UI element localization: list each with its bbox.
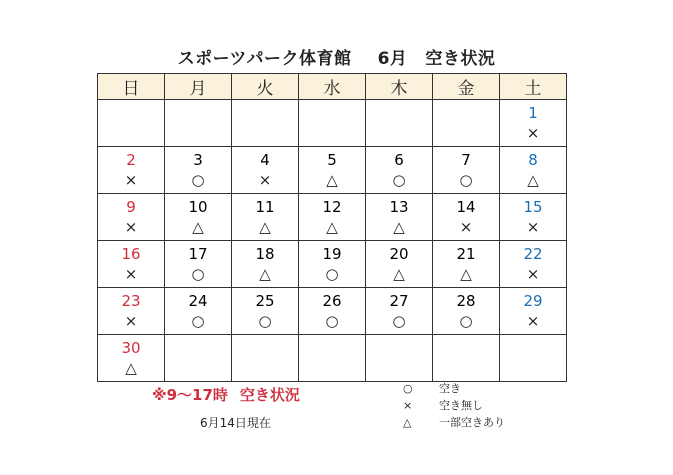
availability-mark: △ — [259, 218, 271, 236]
availability-mark: △ — [527, 171, 539, 189]
weekday-sun: 日 — [98, 74, 165, 100]
calendar-day-cell — [165, 241, 232, 288]
facility-name: スポーツパーク体育館 — [177, 49, 352, 69]
availability-mark: × — [124, 265, 138, 283]
calendar-empty-cell — [299, 100, 366, 147]
calendar-day-cell — [232, 194, 299, 241]
day-number: 25 — [255, 292, 275, 310]
availability-mark: △ — [393, 218, 405, 236]
calendar-day-cell — [500, 288, 567, 335]
calendar-week-row — [98, 100, 567, 147]
availability-mark: ○ — [191, 312, 205, 330]
calendar-empty-cell — [232, 335, 299, 382]
availability-mark: ○ — [258, 312, 272, 330]
page-title — [0, 44, 673, 69]
calendar-day-cell — [500, 194, 567, 241]
availability-mark: ○ — [392, 312, 406, 330]
calendar-empty-cell — [232, 100, 299, 147]
day-number: 12 — [322, 198, 342, 216]
calendar-day-cell — [165, 194, 232, 241]
calendar-day-cell — [299, 288, 366, 335]
weekday-mon: 月 — [165, 74, 232, 100]
legend-text: 空き — [439, 382, 461, 395]
availability-mark: △ — [326, 218, 338, 236]
day-number: 6 — [394, 151, 404, 169]
day-number: 17 — [188, 245, 208, 263]
calendar-empty-cell — [366, 335, 433, 382]
day-number: 15 — [523, 198, 543, 216]
calendar-empty-cell — [299, 335, 366, 382]
legend-text: 空き無し — [439, 399, 483, 412]
availability-mark: △ — [125, 359, 137, 377]
availability-mark: × — [124, 312, 138, 330]
day-number: 3 — [193, 151, 203, 169]
legend-item-full — [403, 397, 505, 414]
calendar-empty-cell — [500, 335, 567, 382]
calendar-day-cell — [232, 147, 299, 194]
calendar-empty-cell — [366, 100, 433, 147]
availability-mark: △ — [326, 171, 338, 189]
day-number: 13 — [389, 198, 409, 216]
month-label: 6月 — [377, 49, 408, 69]
day-number: 23 — [121, 292, 141, 310]
day-number: 11 — [255, 198, 275, 216]
weekday-tue: 火 — [232, 74, 299, 100]
availability-mark: △ — [259, 265, 271, 283]
triangle-icon: △ — [403, 416, 412, 429]
day-number: 22 — [523, 245, 543, 263]
day-number: 9 — [126, 198, 136, 216]
calendar-day-cell — [232, 288, 299, 335]
calendar-week-row — [98, 288, 567, 335]
day-number: 2 — [126, 151, 136, 169]
availability-mark: ○ — [325, 312, 339, 330]
availability-mark: × — [526, 265, 540, 283]
availability-mark: ○ — [459, 171, 473, 189]
legend-item-partial — [403, 414, 505, 431]
calendar-day-cell — [433, 288, 500, 335]
day-number: 20 — [389, 245, 409, 263]
calendar-day-cell — [500, 241, 567, 288]
calendar-day-cell — [232, 241, 299, 288]
day-number: 26 — [322, 292, 342, 310]
calendar-day-cell — [165, 147, 232, 194]
day-number: 10 — [188, 198, 208, 216]
weekday-thu: 木 — [366, 74, 433, 100]
status-label: 空き状況 — [425, 49, 496, 69]
day-number: 8 — [528, 151, 538, 169]
availability-mark: × — [124, 218, 138, 236]
day-number: 1 — [528, 104, 538, 122]
calendar-day-cell — [500, 147, 567, 194]
calendar-week-row — [98, 194, 567, 241]
cross-icon: × — [403, 399, 413, 412]
availability-mark: ○ — [325, 265, 339, 283]
availability-mark: △ — [460, 265, 472, 283]
calendar-day-cell — [98, 288, 165, 335]
day-number: 29 — [523, 292, 543, 310]
calendar-day-cell — [433, 147, 500, 194]
availability-mark: × — [459, 218, 473, 236]
day-number: 7 — [461, 151, 471, 169]
legend — [403, 380, 505, 431]
calendar-day-cell — [98, 147, 165, 194]
calendar-day-cell — [299, 241, 366, 288]
availability-mark: × — [526, 124, 540, 142]
day-number: 27 — [389, 292, 409, 310]
calendar-week-row — [98, 147, 567, 194]
hours-time: ※9～17時 — [152, 386, 228, 404]
calendar-empty-cell — [433, 335, 500, 382]
legend-item-available — [403, 380, 505, 397]
calendar-week-row — [98, 241, 567, 288]
calendar-day-cell — [98, 241, 165, 288]
hours-note — [152, 384, 300, 405]
day-number: 30 — [121, 339, 141, 357]
day-number: 4 — [260, 151, 270, 169]
day-number: 18 — [255, 245, 275, 263]
availability-mark: △ — [192, 218, 204, 236]
calendar-day-cell — [98, 194, 165, 241]
availability-mark: ○ — [191, 265, 205, 283]
day-number: 5 — [327, 151, 337, 169]
hours-label: 空き状況 — [239, 386, 300, 404]
weekday-wed: 水 — [299, 74, 366, 100]
calendar-day-cell — [500, 100, 567, 147]
calendar-week-row — [98, 335, 567, 382]
calendar-empty-cell — [165, 100, 232, 147]
availability-mark: ○ — [459, 312, 473, 330]
calendar-day-cell — [366, 241, 433, 288]
day-number: 28 — [456, 292, 476, 310]
calendar-day-cell — [98, 335, 165, 382]
legend-text: 一部空きあり — [439, 416, 505, 429]
calendar-day-cell — [366, 288, 433, 335]
calendar-day-cell — [366, 147, 433, 194]
calendar-empty-cell — [98, 100, 165, 147]
calendar-day-cell — [433, 241, 500, 288]
day-number: 16 — [121, 245, 141, 263]
day-number: 14 — [456, 198, 476, 216]
weekday-sat: 土 — [500, 74, 567, 100]
availability-mark: × — [526, 218, 540, 236]
weekday-header-row — [98, 74, 567, 100]
availability-mark: × — [258, 171, 272, 189]
circle-icon: ○ — [403, 382, 413, 395]
availability-mark: × — [526, 312, 540, 330]
calendar-day-cell — [165, 288, 232, 335]
calendar-day-cell — [299, 194, 366, 241]
calendar-empty-cell — [433, 100, 500, 147]
calendar-day-cell — [433, 194, 500, 241]
availability-calendar — [97, 73, 567, 382]
calendar-empty-cell — [165, 335, 232, 382]
availability-mark: ○ — [392, 171, 406, 189]
calendar-day-cell — [299, 147, 366, 194]
day-number: 24 — [188, 292, 208, 310]
availability-mark: △ — [393, 265, 405, 283]
day-number: 19 — [322, 245, 342, 263]
as-of-date: 6月14日現在 — [200, 416, 271, 430]
availability-mark: × — [124, 171, 138, 189]
weekday-fri: 金 — [433, 74, 500, 100]
day-number: 21 — [456, 245, 476, 263]
availability-mark: ○ — [191, 171, 205, 189]
calendar-day-cell — [366, 194, 433, 241]
